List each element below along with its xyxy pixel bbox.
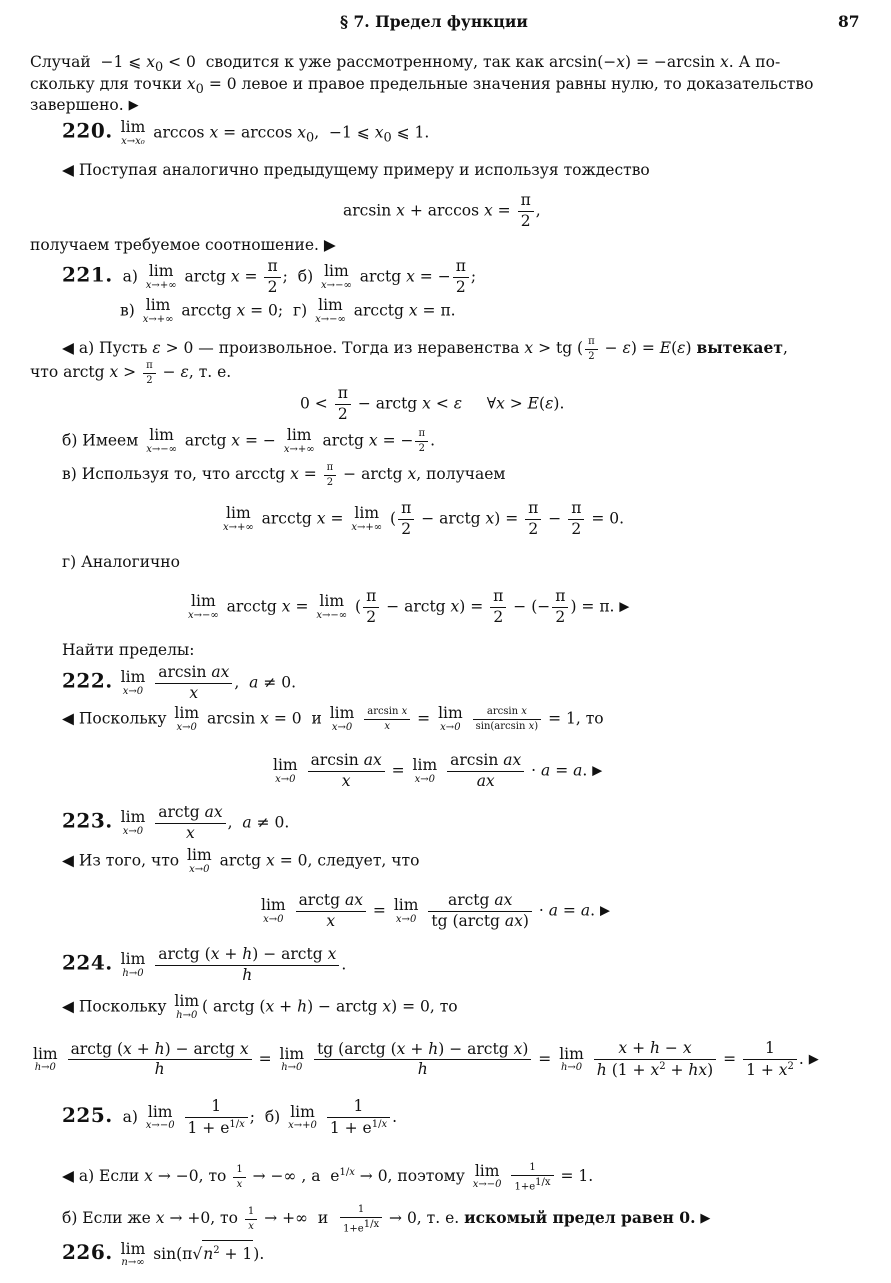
find-limits-heading: Найти пределы: <box>62 641 195 659</box>
proof-222: ◀ Поскольку lim x→0 arcsin x = 0 и lim x→0 $\frac{\text{arcsin x}}{x}$ = lim x→0 $\frac{\text{arcsin x}}{\text{sin(arcsin x)}}$ = 1, то <box>62 704 604 733</box>
conclusion-220: получаем требуемое соотношение. ▶ <box>30 236 336 254</box>
identity-220: arcsin x + arccos x = $\frac{\pi}{2}$ , <box>343 191 541 230</box>
problem-221-line-1: 221. а) lim x→+∞ arctg x = $\frac{\pi}{2}$ ; б) lim x→−∞ arctg x = − $\frac{\pi}{2}$ ; <box>62 257 477 296</box>
problem-222: 222. lim x→0 $\frac{\text{arcsin ax}}{x}$ , a ≠ 0. <box>62 663 297 702</box>
proof-221-a-2: что arctg x > $\frac{\pi}{2}$ − ε, т. е. <box>30 360 232 386</box>
formula-221-g: lim x→−∞ arcctg x = lim x→−∞ ( $\frac{\pi}{2}$ − arctg x) = $\frac{\pi}{2}$ − (− $\frac{\pi}{2}$ ) = π. ▶ <box>188 587 630 626</box>
formula-222: lim x→0 $\frac{\text{arcsin ax}}{x}$ = lim x→0 $\frac{\text{arcsin ax}}{ax}$ · a = a. ▶ <box>273 751 603 790</box>
section-title: § 7. Предел функции <box>340 12 528 31</box>
intro-line-3: завершено. ▶ <box>30 96 139 114</box>
problem-221-line-2: в) lim x→+∞ arcctg x = 0; г) lim x→−∞ arcctg x = π. <box>120 296 456 325</box>
proof-221-v: в) Используя то, что arcctg x = $\frac{\pi}{2}$ − arctg x, получаем <box>62 462 506 488</box>
page-number: 87 <box>838 12 860 31</box>
problem-226: 226. lim n→∞ $\sin(\pi√n^2 + 1)$. <box>62 1239 265 1269</box>
problem-225: 225. а) lim x→−0 $\frac{1}{1 + e^{1/x}}$ ; б) lim x→+0 $\frac{1}{1 + e^{1/x}}$ . <box>62 1097 398 1137</box>
formula-221-v: lim x→+∞ arcctg x = lim x→+∞ ( $\frac{\pi}{2}$ − arctg x) = $\frac{\pi}{2}$ − $\frac{\pi}{2}$ = 0. <box>223 499 625 538</box>
problem-number: 220. <box>62 118 113 143</box>
formula-224: lim h→0 arctg (x + h) − arctg x h = lim h→0 tg (arctg (x + h) − arctg x) h = lim h→0 $\frac{x + h - x}{h (1 + x^2 + hx)}$ = $\frac{1}{1 + x^2}$ . ▶ <box>33 1039 819 1079</box>
proof-224: ◀ Поскольку lim h→0 ( arctg (x + h) − arctg x) = 0, то <box>62 992 458 1021</box>
problem-224: 224. lim h→0 arctg (x + h) − arctg x h . <box>62 945 347 984</box>
problem-220: 220. lim x→x₀ $\arccos x = \arccos x_0$, −1 ⩽ $x_0$ ⩽ 1. <box>62 118 430 147</box>
proof-220-intro: ◀ Поступая аналогично предыдущему примеру и используя тождество <box>62 161 650 179</box>
ineq-221-a: 0 < $\frac{\pi}{2}$ − arctg x < ε ∀x > E(ε). <box>300 384 565 423</box>
proof-221-g: г) Аналогично <box>62 553 180 571</box>
proof-221-b: б) Имеем lim x→−∞ arctg x = − lim x→+∞ arctg x = − $\frac{\pi}{2}$ . <box>62 426 435 455</box>
problem-223: 223. lim x→0 arctg ax x , a ≠ 0. <box>62 803 290 842</box>
intro-line-2: скольку для точки $x_0 = 0$ левое и правое предельные значения равны нулю, то доказательство <box>30 75 814 98</box>
proof-225-b: б) Если же x → +0, то $\frac{1}{x}$ → +∞ и $\frac{1}{1+e^{1/x}}$ → 0, т. е. искомый предел равен 0. ▶ <box>62 1204 711 1234</box>
proof-223: ◀ Из того, что lim x→0 arctg x = 0, следует, что <box>62 846 420 875</box>
intro-line-1: Случай −1 ⩽ $x_0 < 0$ сводится к уже рассмотренному, так как arcsin(−x) = −arcsin x. А по- <box>30 53 781 76</box>
proof-225-a: ◀ а) Если x → −0, то $\frac{1}{x}$ → −∞ , а $e^{1/x} \to 0$, поэтому lim x→−0 $\frac{1}{1+e^{1/x}}$ = 1. <box>62 1161 594 1192</box>
formula-223: lim x→0 arctg ax x = lim x→0 arctg ax tg (arctg ax) · a = a. ▶ <box>261 891 610 930</box>
proof-221-a-1: ◀ а) Пусть ε > 0 — произвольное. Тогда из неравенства x > tg ( $\frac{\pi}{2}$ − ε) = E(ε) вытекает, <box>62 336 788 362</box>
